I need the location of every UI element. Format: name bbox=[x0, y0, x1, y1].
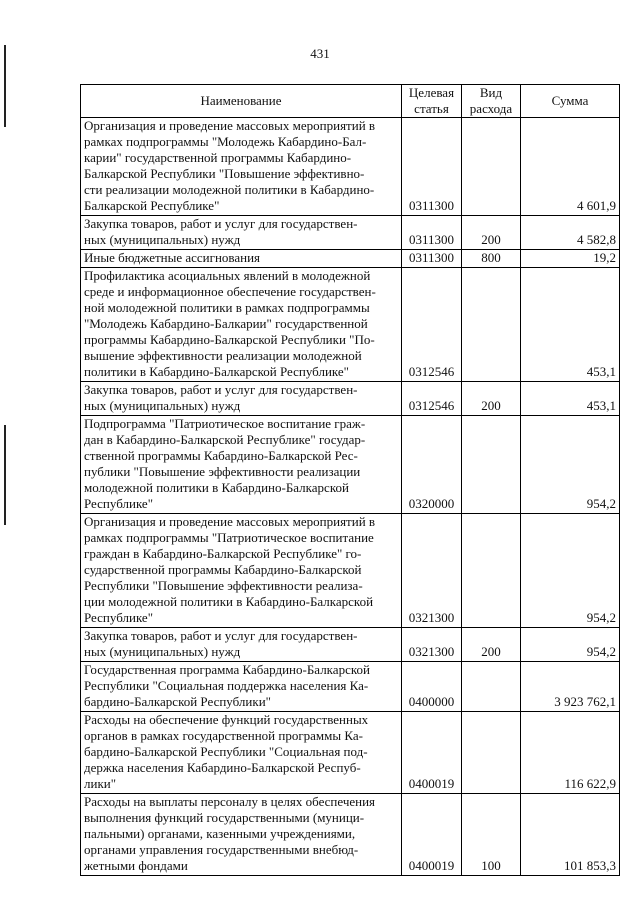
row-expense-type: 100 bbox=[462, 794, 521, 876]
row-sum: 954,2 bbox=[521, 416, 620, 514]
page-number: 431 bbox=[310, 46, 330, 61]
row-name-line: программы Кабардино-Балкарской Республики "По- bbox=[84, 332, 375, 347]
row-expense-type: 200 bbox=[462, 216, 521, 250]
row-name-line: ных (муниципальных) нужд bbox=[84, 398, 241, 413]
table-row bbox=[81, 794, 620, 876]
row-sum: 453,1 bbox=[521, 382, 620, 416]
row-target-article: 0400019 bbox=[402, 712, 462, 794]
row-target-article: 0400019 bbox=[402, 794, 462, 876]
row-expense-type bbox=[462, 514, 521, 628]
row-name-line: выполнения функций государственными (муници- bbox=[84, 810, 365, 825]
row-target-article: 0311300 bbox=[402, 216, 462, 250]
row-name-line: политики в Кабардино-Балкарской Республике" bbox=[84, 364, 349, 379]
row-name-line: бардино-Балкарской Республики" bbox=[84, 694, 271, 709]
row-target-article: 0311300 bbox=[402, 118, 462, 216]
row-sum: 101 853,3 bbox=[521, 794, 620, 876]
row-sum: 4 601,9 bbox=[521, 118, 620, 216]
row-name-line: Балкарской Республики "Повышение эффективно- bbox=[84, 166, 365, 181]
row-name-line: "Молодежь Кабардино-Балкарии" государственной bbox=[84, 316, 368, 331]
margin-mark bbox=[4, 425, 6, 525]
table-row bbox=[81, 628, 620, 662]
row-target-article: 0400000 bbox=[402, 662, 462, 712]
row-name-line: молодежной политики в Кабардино-Балкарской bbox=[84, 480, 349, 495]
row-name-line: Государственная программа Кабардино-Балкарской bbox=[84, 662, 370, 677]
row-name-line: Республики "Повышение эффективности реализа- bbox=[84, 578, 363, 593]
row-name bbox=[81, 268, 402, 382]
row-name-line: ции молодежной политики в Кабардино-Балкарской bbox=[84, 594, 374, 609]
row-name-line: Организация и проведение массовых мероприятий в bbox=[84, 118, 376, 133]
row-name-line: сударственной программы Кабардино-Балкарской bbox=[84, 562, 362, 577]
row-name-line: Иные бюджетные ассигнования bbox=[84, 250, 261, 265]
row-expense-type bbox=[462, 416, 521, 514]
row-name-line: дан в Кабардино-Балкарской Республике" государ- bbox=[84, 432, 366, 447]
row-target-article: 0320000 bbox=[402, 416, 462, 514]
row-name-line: Закупка товаров, работ и услуг для государствен- bbox=[84, 382, 358, 397]
row-name-line: сти реализации молодежной политики в Кабардино- bbox=[84, 182, 375, 197]
row-name-line: ных (муниципальных) нужд bbox=[84, 232, 241, 247]
row-name-line: жетными фондами bbox=[84, 858, 188, 873]
row-name-line: ственной программы Кабардино-Балкарской Рес- bbox=[84, 448, 358, 463]
row-target-article: 0312546 bbox=[402, 268, 462, 382]
row-name-line: держка населения Кабардино-Балкарской Респуб- bbox=[84, 760, 361, 775]
row-name-line: Расходы на выплаты персоналу в целях обеспечения bbox=[84, 794, 376, 809]
row-sum: 954,2 bbox=[521, 628, 620, 662]
row-name-line: Подпрограмма "Патриотическое воспитание граж- bbox=[84, 416, 366, 431]
row-name-line: органами управления государственными внебюд- bbox=[84, 842, 359, 857]
row-expense-type bbox=[462, 712, 521, 794]
row-expense-type: 200 bbox=[462, 628, 521, 662]
row-name bbox=[81, 382, 402, 416]
table-row bbox=[81, 268, 620, 382]
row-name-line: ных (муниципальных) нужд bbox=[84, 644, 241, 659]
table-row bbox=[81, 662, 620, 712]
header-name: Наименование bbox=[81, 85, 402, 118]
row-expense-type bbox=[462, 268, 521, 382]
row-name-line: граждан в Кабардино-Балкарской Республике" го- bbox=[84, 546, 362, 561]
table-row bbox=[81, 416, 620, 514]
row-name bbox=[81, 628, 402, 662]
row-name-line: Закупка товаров, работ и услуг для государствен- bbox=[84, 628, 358, 643]
row-name-line: вышение эффективности реализации молодежной bbox=[84, 348, 362, 363]
header-expense-type: Вид расхода bbox=[462, 85, 521, 118]
row-name-line: Закупка товаров, работ и услуг для государствен- bbox=[84, 216, 358, 231]
row-sum: 3 923 762,1 bbox=[521, 662, 620, 712]
row-expense-type: 800 bbox=[462, 250, 521, 268]
row-name bbox=[81, 416, 402, 514]
row-name-line: карии" государственной программы Кабардино- bbox=[84, 150, 352, 165]
row-name-line: лики" bbox=[84, 776, 117, 791]
header-target-article: Целевая статья bbox=[402, 85, 462, 118]
table-row bbox=[81, 514, 620, 628]
row-name-line: рамках подпрограммы "Патриотическое воспитание bbox=[84, 530, 374, 545]
row-name bbox=[81, 216, 402, 250]
row-sum: 19,2 bbox=[521, 250, 620, 268]
row-name-line: рамках подпрограммы "Молодежь Кабардино-Бал- bbox=[84, 134, 367, 149]
row-sum: 954,2 bbox=[521, 514, 620, 628]
row-name bbox=[81, 118, 402, 216]
row-name bbox=[81, 662, 402, 712]
table-row bbox=[81, 216, 620, 250]
row-name-line: бардино-Балкарской Республики "Социальная под- bbox=[84, 744, 368, 759]
row-target-article: 0312546 bbox=[402, 382, 462, 416]
row-name-line: Балкарской Республике" bbox=[84, 198, 220, 213]
row-name-line: пальными) органами, казенными учреждениями, bbox=[84, 826, 356, 841]
table-row bbox=[81, 382, 620, 416]
table-header-row bbox=[81, 85, 620, 118]
row-expense-type bbox=[462, 118, 521, 216]
row-name-line: ной молодежной политики в рамках подпрограммы bbox=[84, 300, 370, 315]
row-name bbox=[81, 712, 402, 794]
table-row bbox=[81, 250, 620, 268]
table-row bbox=[81, 118, 620, 216]
budget-table bbox=[80, 84, 620, 876]
row-name-line: Республике" bbox=[84, 610, 154, 625]
row-sum: 116 622,9 bbox=[521, 712, 620, 794]
row-name bbox=[81, 514, 402, 628]
row-name-line: Расходы на обеспечение функций государственных bbox=[84, 712, 369, 727]
row-sum: 4 582,8 bbox=[521, 216, 620, 250]
row-name-line: Республики "Социальная поддержка населения Ка- bbox=[84, 678, 369, 693]
row-name-line: Профилактика асоциальных явлений в молодежной bbox=[84, 268, 371, 283]
row-name-line: Организация и проведение массовых мероприятий в bbox=[84, 514, 376, 529]
row-name bbox=[81, 250, 402, 268]
row-name-line: Республике" bbox=[84, 496, 154, 511]
row-name bbox=[81, 794, 402, 876]
row-sum: 453,1 bbox=[521, 268, 620, 382]
row-target-article: 0311300 bbox=[402, 250, 462, 268]
table-row bbox=[81, 712, 620, 794]
header-sum: Сумма bbox=[521, 85, 620, 118]
row-expense-type bbox=[462, 662, 521, 712]
row-target-article: 0321300 bbox=[402, 628, 462, 662]
row-name-line: публики "Повышение эффективности реализации bbox=[84, 464, 361, 479]
row-target-article: 0321300 bbox=[402, 514, 462, 628]
row-name-line: среде и информационное обеспечение государствен- bbox=[84, 284, 376, 299]
row-name-line: органов в рамках государственной программы Ка- bbox=[84, 728, 363, 743]
row-expense-type: 200 bbox=[462, 382, 521, 416]
